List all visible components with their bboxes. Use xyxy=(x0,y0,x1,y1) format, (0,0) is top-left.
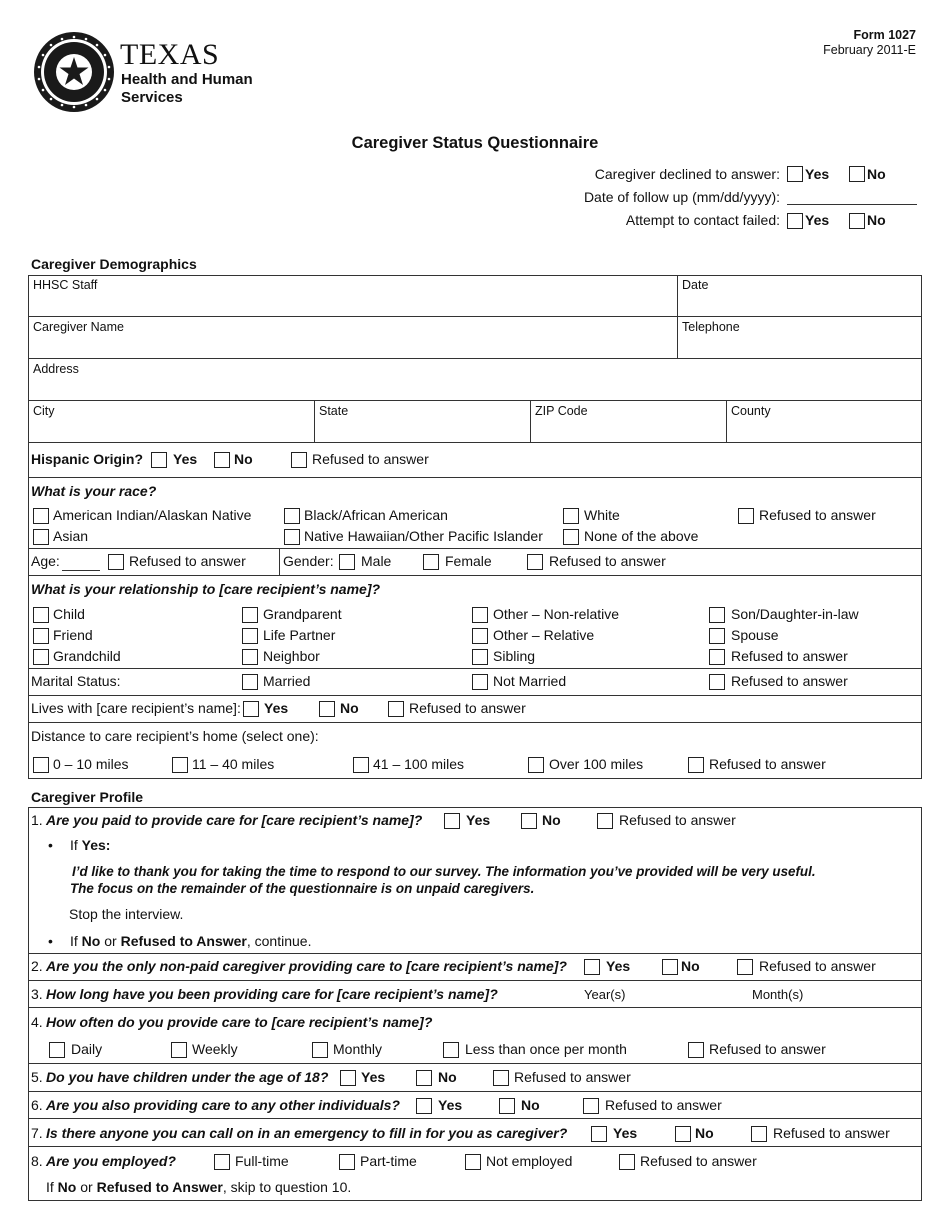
followup-date-label: Date of follow up (mm/dd/yyyy): xyxy=(583,189,780,205)
race-black-checkbox[interactable] xyxy=(284,508,300,524)
q1-refused-checkbox[interactable] xyxy=(597,813,613,829)
q2-yes-checkbox[interactable] xyxy=(584,959,600,975)
zip-label: ZIP Code xyxy=(535,404,588,418)
distance-label: Distance to care recipient’s home (select one): xyxy=(31,728,319,744)
zip-field[interactable] xyxy=(531,420,725,441)
rel-refused-checkbox[interactable] xyxy=(709,649,725,665)
q4-weekly-label: Weekly xyxy=(192,1041,238,1057)
gender-female-checkbox[interactable] xyxy=(423,554,439,570)
lives-with-label: Lives with [care recipient’s name]: xyxy=(31,700,241,716)
marital-married-checkbox[interactable] xyxy=(242,674,258,690)
q1-no-checkbox[interactable] xyxy=(521,813,537,829)
date-field[interactable] xyxy=(678,294,921,315)
hispanic-no-checkbox[interactable] xyxy=(214,452,230,468)
q7-refused-checkbox[interactable] xyxy=(751,1126,767,1142)
q1-text: Are you paid to provide care for [care recipient’s name]? xyxy=(46,812,423,828)
q8-skip-text xyxy=(46,1179,351,1195)
dist-0-10-label: 0 – 10 miles xyxy=(53,756,129,772)
gender-label: Gender: xyxy=(283,553,334,569)
q5-refused-checkbox[interactable] xyxy=(493,1070,509,1086)
rel-relative-label: Other – Relative xyxy=(493,627,595,643)
race-question: What is your race? xyxy=(31,483,157,499)
q6-yes-label: Yes xyxy=(438,1097,463,1113)
q6-number: 6. xyxy=(31,1097,43,1113)
q5-number: 5. xyxy=(31,1069,43,1085)
relationship-question: What is your relationship to [care recipient’s name]? xyxy=(31,581,381,597)
q5-refused-label: Refused to answer xyxy=(514,1069,631,1085)
hhsc-staff-field[interactable] xyxy=(29,294,676,315)
race-white-label: White xyxy=(584,507,620,523)
q1-cont-end: , continue. xyxy=(246,933,312,949)
rel-friend-checkbox[interactable] xyxy=(33,628,49,644)
rel-nonrelative-checkbox[interactable] xyxy=(472,607,488,623)
q3-text: How long have you been providing care for [care recipient’s name]? xyxy=(46,986,498,1002)
race-refused-checkbox[interactable] xyxy=(738,508,754,524)
hispanic-yes-checkbox[interactable] xyxy=(151,452,167,468)
telephone-field[interactable] xyxy=(678,336,921,357)
q8-notemployed-label: Not employed xyxy=(486,1153,573,1169)
marital-refused-checkbox[interactable] xyxy=(709,674,725,690)
rel-partner-label: Life Partner xyxy=(263,627,336,643)
page-title: Caregiver Status Questionnaire xyxy=(351,134,599,152)
q6-refused-label: Refused to answer xyxy=(605,1097,722,1113)
age-label: Age: xyxy=(31,553,60,569)
q7-yes-checkbox[interactable] xyxy=(591,1126,607,1142)
q4-text: How often do you provide care to [care recipient’s name]? xyxy=(46,1014,433,1030)
attempt-yes-checkbox[interactable] xyxy=(787,213,803,229)
q6-text: Are you also providing care to any other individuals? xyxy=(46,1097,400,1113)
q1-stop-text: Stop the interview. xyxy=(69,906,184,922)
q8-notemployed-checkbox[interactable] xyxy=(465,1154,481,1170)
profile-section-title: Caregiver Profile xyxy=(31,789,144,805)
followup-date-field[interactable] xyxy=(787,204,917,205)
q8-fulltime-checkbox[interactable] xyxy=(214,1154,230,1170)
dist-over100-checkbox[interactable] xyxy=(528,757,544,773)
rel-grandchild-checkbox[interactable] xyxy=(33,649,49,665)
caregiver-name-label: Caregiver Name xyxy=(33,320,125,334)
demographics-section-title: Caregiver Demographics xyxy=(31,256,197,272)
texas-seal-icon xyxy=(32,30,116,114)
declined-no-label: No xyxy=(867,166,886,182)
q7-refused-label: Refused to answer xyxy=(773,1125,890,1141)
age-refused-label: Refused to answer xyxy=(129,553,246,569)
q1-continue-text xyxy=(70,933,311,949)
q7-text: Is there anyone you can call on in an emergency to fill in for you as caregiver? xyxy=(46,1125,568,1141)
rel-spouse-label: Spouse xyxy=(731,627,779,643)
q4-number: 4. xyxy=(31,1014,43,1030)
lives-refused-label: Refused to answer xyxy=(409,700,526,716)
declined-label: Caregiver declined to answer: xyxy=(594,166,780,182)
dist-41-100-checkbox[interactable] xyxy=(353,757,369,773)
age-field[interactable] xyxy=(62,570,100,571)
q2-refused-checkbox[interactable] xyxy=(737,959,753,975)
q8-refused-label: Refused to answer xyxy=(640,1153,757,1169)
agency-name-line3: Services xyxy=(121,89,183,106)
city-label: City xyxy=(33,404,55,418)
race-none-checkbox[interactable] xyxy=(563,529,579,545)
rel-sibling-checkbox[interactable] xyxy=(472,649,488,665)
q3-years-label: Year(s) xyxy=(584,987,626,1002)
dist-refused-checkbox[interactable] xyxy=(688,757,704,773)
rel-inlaw-label: Son/Daughter-in-law xyxy=(731,606,859,622)
q2-no-checkbox[interactable] xyxy=(662,959,678,975)
marital-notmarried-label: Not Married xyxy=(493,673,567,689)
lives-yes-checkbox[interactable] xyxy=(243,701,259,717)
rel-grandchild-label: Grandchild xyxy=(53,648,121,664)
rel-child-checkbox[interactable] xyxy=(33,607,49,623)
race-none-label: None of the above xyxy=(584,528,699,544)
q1-cont-refused: Refused to Answer xyxy=(120,933,247,949)
q1-if-word: If xyxy=(70,837,78,853)
race-hawaiian-checkbox[interactable] xyxy=(284,529,300,545)
rel-neighbor-label: Neighbor xyxy=(263,648,320,664)
lives-no-label: No xyxy=(340,700,359,716)
hispanic-refused-checkbox[interactable] xyxy=(291,452,307,468)
q4-daily-checkbox[interactable] xyxy=(49,1042,65,1058)
gender-male-label: Male xyxy=(361,553,392,569)
q8-text: Are you employed? xyxy=(46,1153,176,1169)
q7-yes-label: Yes xyxy=(613,1125,638,1141)
q4-monthly-label: Monthly xyxy=(333,1041,383,1057)
q8-skip-end: , skip to question 10. xyxy=(222,1179,352,1195)
q5-no-checkbox[interactable] xyxy=(416,1070,432,1086)
q1-refused-label: Refused to answer xyxy=(619,812,736,828)
q1-if-yes: Yes: xyxy=(81,837,111,853)
race-black-label: Black/African American xyxy=(304,507,448,523)
q6-no-checkbox[interactable] xyxy=(499,1098,515,1114)
marital-notmarried-checkbox[interactable] xyxy=(472,674,488,690)
telephone-label: Telephone xyxy=(682,320,740,334)
q2-number: 2. xyxy=(31,958,43,974)
county-field[interactable] xyxy=(727,420,921,441)
hispanic-refused-label: Refused to answer xyxy=(312,451,429,467)
county-label: County xyxy=(731,404,771,418)
race-refused-label: Refused to answer xyxy=(759,507,876,523)
q5-text: Do you have children under the age of 18? xyxy=(46,1069,329,1085)
attempt-no-label: No xyxy=(867,212,886,228)
q7-no-checkbox[interactable] xyxy=(675,1126,691,1142)
age-refused-checkbox[interactable] xyxy=(108,554,124,570)
agency-name-line1: TEXAS xyxy=(120,38,220,71)
q1-no-label: No xyxy=(542,812,561,828)
state-label: State xyxy=(319,404,349,418)
marital-married-label: Married xyxy=(263,673,311,689)
lives-refused-checkbox[interactable] xyxy=(388,701,404,717)
race-asian-label: Asian xyxy=(53,528,89,544)
q6-no-label: No xyxy=(521,1097,540,1113)
rel-grandparent-label: Grandparent xyxy=(263,606,342,622)
q5-no-label: No xyxy=(438,1069,457,1085)
hhsc-staff-label: HHSC Staff xyxy=(33,278,98,292)
q2-refused-label: Refused to answer xyxy=(759,958,876,974)
rel-refused-label: Refused to answer xyxy=(731,648,848,664)
dist-refused-label: Refused to answer xyxy=(709,756,826,772)
q8-number: 8. xyxy=(31,1153,43,1169)
q6-yes-checkbox[interactable] xyxy=(416,1098,432,1114)
rel-grandparent-checkbox[interactable] xyxy=(242,607,258,623)
state-field[interactable] xyxy=(315,420,529,441)
rel-inlaw-checkbox[interactable] xyxy=(709,607,725,623)
q8-parttime-label: Part-time xyxy=(360,1153,417,1169)
rel-friend-label: Friend xyxy=(53,627,93,643)
q4-monthly-checkbox[interactable] xyxy=(312,1042,328,1058)
address-label: Address xyxy=(33,362,79,376)
race-ai-label: American Indian/Alaskan Native xyxy=(53,507,252,523)
form-number: Form 1027 xyxy=(853,28,916,42)
q4-daily-label: Daily xyxy=(71,1041,103,1057)
bullet-1: • xyxy=(48,837,53,853)
gender-refused-checkbox[interactable] xyxy=(527,554,543,570)
race-ai-checkbox[interactable] xyxy=(33,508,49,524)
q5-yes-checkbox[interactable] xyxy=(340,1070,356,1086)
marital-label: Marital Status: xyxy=(31,673,121,689)
dist-0-10-checkbox[interactable] xyxy=(33,757,49,773)
hispanic-label: Hispanic Origin? xyxy=(31,451,144,467)
gender-female-label: Female xyxy=(445,553,492,569)
lives-no-checkbox[interactable] xyxy=(319,701,335,717)
q8-fulltime-label: Full-time xyxy=(235,1153,289,1169)
caregiver-name-field[interactable] xyxy=(29,336,676,357)
dist-over100-label: Over 100 miles xyxy=(549,756,644,772)
city-field[interactable] xyxy=(29,420,313,441)
rel-spouse-checkbox[interactable] xyxy=(709,628,725,644)
q8-skip-no: No xyxy=(57,1179,77,1195)
dist-11-40-label: 11 – 40 miles xyxy=(192,756,275,772)
q4-lessmonthly-label: Less than once per month xyxy=(465,1041,627,1057)
agency-name-line2: Health and Human xyxy=(121,71,253,88)
q4-refused-label: Refused to answer xyxy=(709,1041,826,1057)
dist-11-40-checkbox[interactable] xyxy=(172,757,188,773)
q5-yes-label: Yes xyxy=(361,1069,386,1085)
q1-thanks-line2: The focus on the remainder of the questionnaire is on unpaid caregivers. xyxy=(70,881,535,896)
gender-refused-label: Refused to answer xyxy=(549,553,666,569)
q1-if-text xyxy=(70,837,110,853)
declined-no-checkbox[interactable] xyxy=(849,166,865,182)
marital-refused-label: Refused to answer xyxy=(731,673,848,689)
hispanic-no-label: No xyxy=(234,451,253,467)
q3-months-label: Month(s) xyxy=(752,987,804,1002)
q4-lessmonthly-checkbox[interactable] xyxy=(443,1042,459,1058)
bullet-2: • xyxy=(48,933,53,949)
q1-number: 1. xyxy=(31,812,43,828)
rel-sibling-label: Sibling xyxy=(493,648,536,664)
race-hawaiian-label: Native Hawaiian/Other Pacific Islander xyxy=(304,528,543,544)
rel-relative-checkbox[interactable] xyxy=(472,628,488,644)
q2-yes-label: Yes xyxy=(606,958,631,974)
q8-skip-if: If xyxy=(46,1179,54,1195)
q4-refused-checkbox[interactable] xyxy=(688,1042,704,1058)
q7-no-label: No xyxy=(695,1125,714,1141)
attempt-yes-label: Yes xyxy=(805,212,830,228)
q3-number: 3. xyxy=(31,986,43,1002)
lives-yes-label: Yes xyxy=(264,700,289,716)
hispanic-yes-label: Yes xyxy=(173,451,198,467)
race-asian-checkbox[interactable] xyxy=(33,529,49,545)
q2-no-label: No xyxy=(681,958,700,974)
rel-partner-checkbox[interactable] xyxy=(242,628,258,644)
rel-nonrelative-label: Other – Non-relative xyxy=(493,606,620,622)
agency-logo xyxy=(32,30,116,114)
date-label: Date xyxy=(682,278,709,292)
q1-cont-no: No xyxy=(81,933,101,949)
race-white-checkbox[interactable] xyxy=(563,508,579,524)
q4-weekly-checkbox[interactable] xyxy=(171,1042,187,1058)
q1-cont-or: or xyxy=(104,933,117,949)
q2-text: Are you the only non-paid caregiver providing care to [care recipient’s name]? xyxy=(46,958,567,974)
declined-yes-label: Yes xyxy=(805,166,830,182)
rel-child-label: Child xyxy=(53,606,85,622)
gender-male-checkbox[interactable] xyxy=(339,554,355,570)
q7-number: 7. xyxy=(31,1125,43,1141)
q8-skip-or: or xyxy=(80,1179,93,1195)
attempt-label: Attempt to contact failed: xyxy=(625,212,780,228)
form-date: February 2011-E xyxy=(823,43,916,57)
q6-refused-checkbox[interactable] xyxy=(583,1098,599,1114)
q1-yes-label: Yes xyxy=(466,812,491,828)
declined-yes-checkbox[interactable] xyxy=(787,166,803,182)
attempt-no-checkbox[interactable] xyxy=(849,213,865,229)
q8-parttime-checkbox[interactable] xyxy=(339,1154,355,1170)
q8-refused-checkbox[interactable] xyxy=(619,1154,635,1170)
address-field[interactable] xyxy=(29,378,921,399)
rel-neighbor-checkbox[interactable] xyxy=(242,649,258,665)
dist-41-100-label: 41 – 100 miles xyxy=(373,756,465,772)
q1-thanks-line1: I’d like to thank you for taking the time to respond to our survey. The information you’ve provided will be very useful. xyxy=(72,864,816,879)
q8-skip-refused: Refused to Answer xyxy=(96,1179,223,1195)
q1-cont-if: If xyxy=(70,933,78,949)
q1-yes-checkbox[interactable] xyxy=(444,813,460,829)
